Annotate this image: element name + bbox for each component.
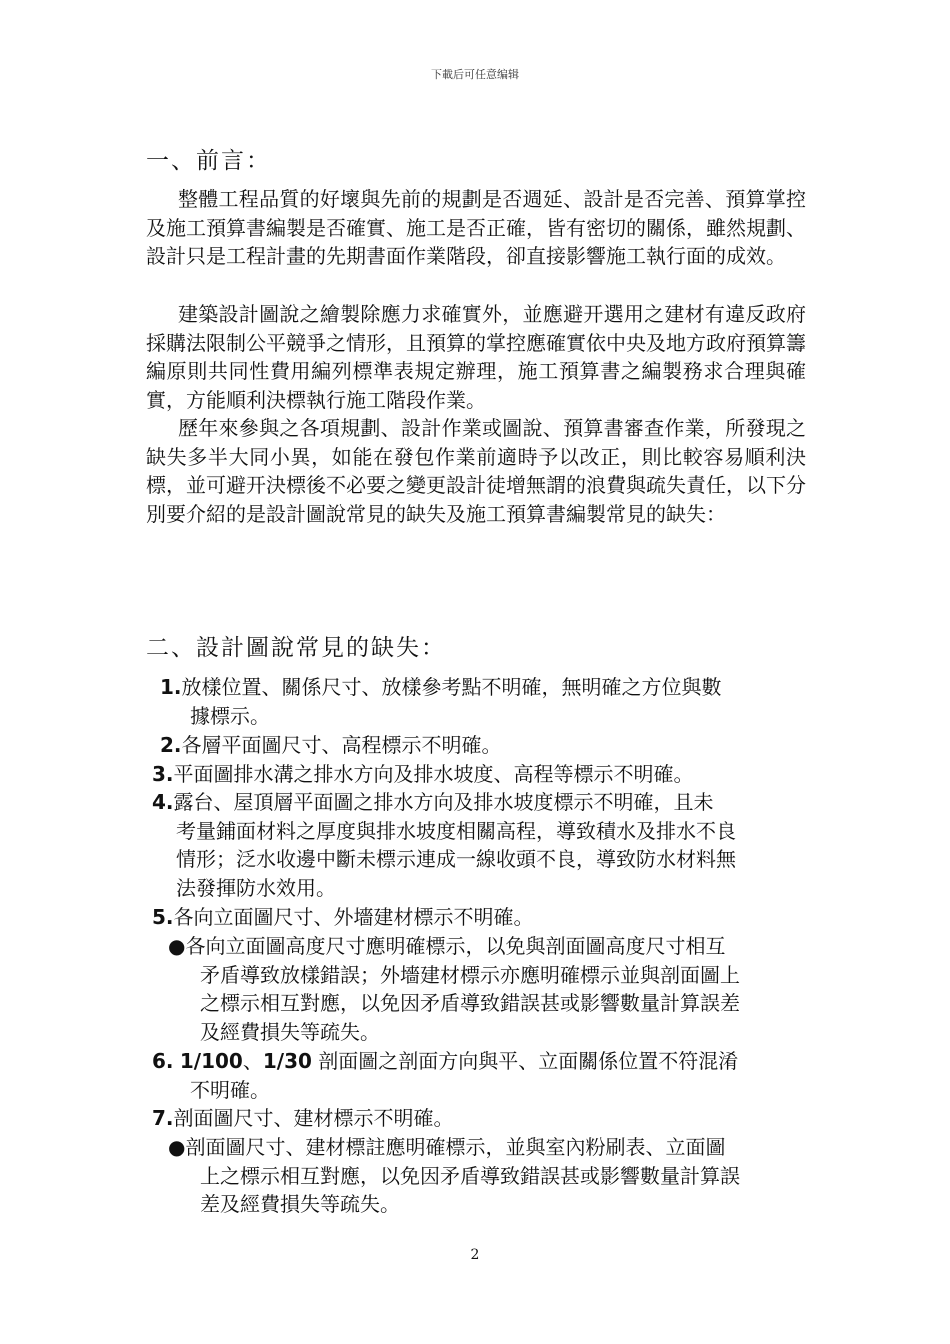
list-text: 之標示相互對應，以免因矛盾導致錯誤甚或影響數量計算誤差 (200, 991, 740, 1016)
list-text: 上之標示相互對應，以免因矛盾導致錯誤甚或影響數量計算誤 (200, 1163, 740, 1188)
page-number: 2 (470, 1247, 480, 1263)
list-number: 5. (152, 905, 174, 929)
list-number: 6. (152, 1049, 174, 1073)
list-text: 及經費損失等疏失。 (200, 1019, 380, 1044)
list-text: 露台、屋頂層平面圖之排水方向及排水坡度標示不明確，且未 (173, 790, 714, 814)
list-item-5 (152, 903, 534, 932)
list-text: 差及經費損失等疏失。 (200, 1192, 400, 1217)
section1-paragraph-1: 整體工程品質的好壞與先前的規劃是否週延、設計是否完善、預算掌控及施工預算書編製是否確實、施工是否正確，皆有密切的關係，雖然規劃、設計只是工程計畫的先期書面作業階段，卻直接影響施工執行面的成效。 (146, 187, 806, 269)
list-text: 各向立面圖高度尺寸應明確標示，以免與剖面圖高度尺寸相互 (185, 934, 726, 958)
list-number: 2. (160, 733, 182, 757)
section2-title: 二、設計圖說常見的缺失： (146, 635, 446, 661)
list-item-2 (160, 731, 502, 760)
list-number: 7. (152, 1106, 174, 1130)
list-item-1 (160, 673, 722, 730)
section1-title: 一、前言： (146, 148, 271, 174)
list-text: 剖面圖之剖面方向與平、立面關係位置不符混淆 (311, 1049, 739, 1073)
list-text: 各層平面圖尺寸、高程標示不明確。 (181, 733, 502, 757)
list-text: 考量鋪面材料之厚度與排水坡度相關高程，導致積水及排水不良 (176, 818, 736, 843)
bullet-item-5-detail (168, 932, 740, 1046)
list-text: 平面圖排水溝之排水方向及排水坡度、高程等標示不明確。 (173, 762, 694, 786)
list-number: 3. (152, 762, 174, 786)
separator: 、 (242, 1049, 263, 1073)
list-text: 情形；泛水收邊中斷未標示連成一線收頭不良，導致防水材料無 (176, 847, 736, 872)
bullet-item-7-detail (168, 1133, 740, 1219)
list-text: 不明確。 (190, 1077, 270, 1102)
section1-paragraph-2: 建築設計圖說之繪製除應力求確實外，並應避开選用之建材有違反政府採購法限制公平競爭之情形，且預算的掌控應確實依中央及地方政府預算籌編原則共同性費用編列標準表規定辦理，施工預算書之編製務求合理與確實，方能順利決標執行施工階段作業。 (146, 302, 806, 412)
page-header: 下載后可任意编辑 (431, 68, 519, 81)
list-text: 剖面圖尺寸、建材標註應明確標示，並與室內粉刷表、立面圖 (185, 1135, 726, 1159)
list-number: 4. (152, 790, 174, 814)
section1-paragraph-3: 歷年來參與之各項規劃、設計作業或圖說、預算書審查作業，所發現之缺失多半大同小異，如能在發包作業前適時予以改正，則比較容易順利決標，並可避开決標後不必要之變更設計徒增無謂的浪費與疏失責任，以下分別要介紹的是設計圖說常見的缺失及施工預算書編製常見的缺失： (146, 416, 806, 526)
list-text: 法發揮防水效用。 (176, 875, 336, 900)
list-text: 放樣位置、關係尺寸、放樣參考點不明確，無明確之方位與數 (181, 675, 722, 699)
bullet-icon: ● (168, 934, 186, 958)
scale-ratio: 1/30 (262, 1049, 312, 1073)
list-item-3 (152, 760, 694, 789)
bullet-icon: ● (168, 1135, 186, 1159)
list-text: 矛盾導致放樣錯誤；外墻建材標示亦應明確標示並與剖面圖上 (200, 962, 740, 987)
list-item-6 (152, 1047, 738, 1104)
list-number: 1. (160, 675, 182, 699)
list-item-7 (152, 1104, 454, 1133)
list-text: 剖面圖尺寸、建材標示不明確。 (173, 1106, 454, 1130)
list-text: 據標示。 (190, 703, 270, 728)
list-text: 各向立面圖尺寸、外墻建材標示不明確。 (173, 905, 534, 929)
scale-ratio: 1/100 (179, 1049, 243, 1073)
list-item-4 (152, 788, 736, 902)
